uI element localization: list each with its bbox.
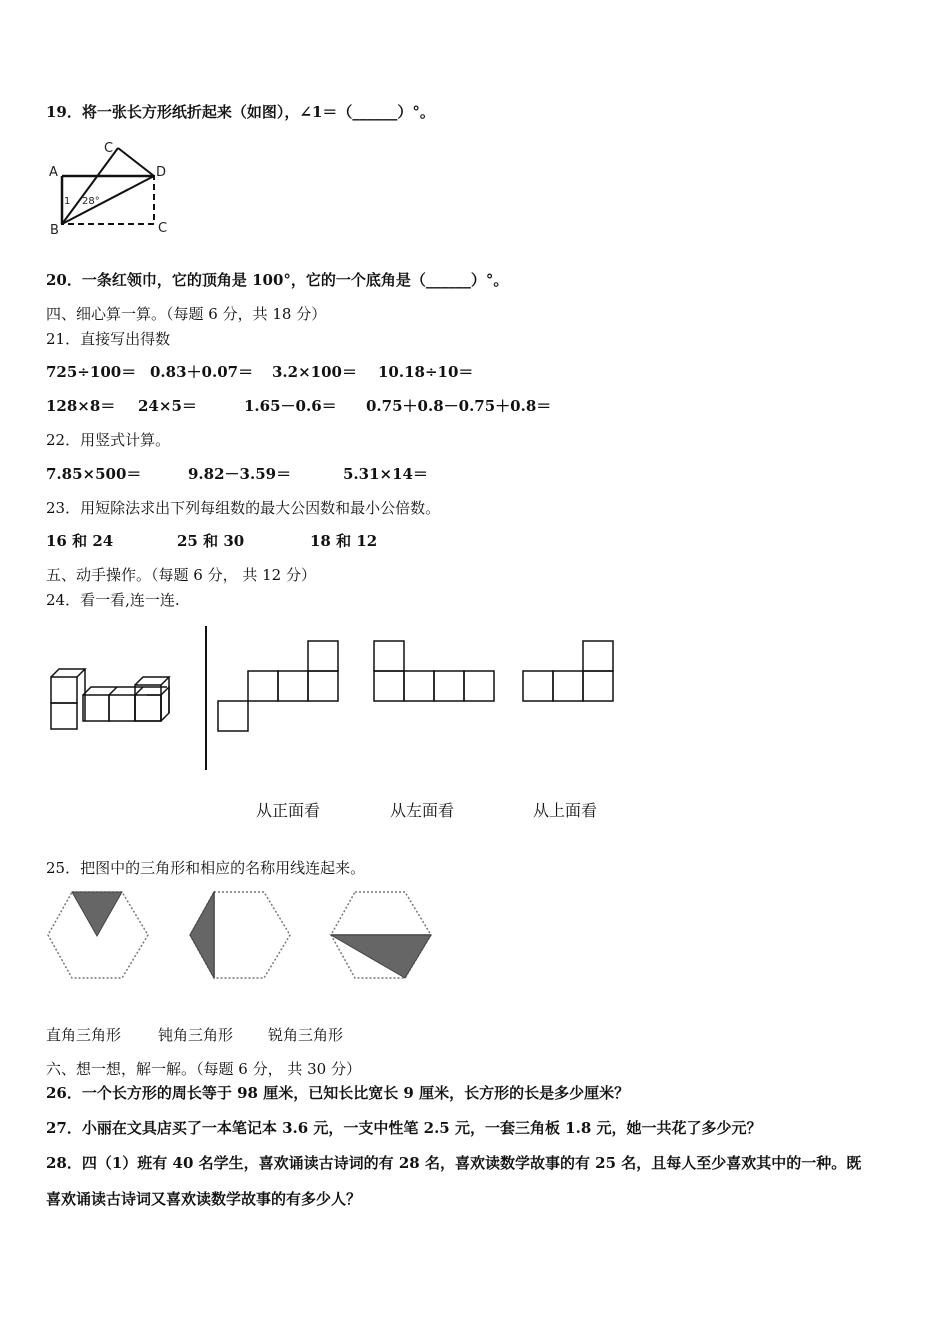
q21-item: 0.83＋0.07＝: [150, 363, 254, 381]
hexagon-figure-2: [188, 890, 292, 980]
q21-item: 1.65－0.6＝: [244, 397, 337, 415]
view-figure-3: [521, 639, 615, 703]
hexagon-figure-3: [329, 890, 433, 980]
fold-rectangle-figure: [44, 140, 184, 240]
q23-item: 25 和 30: [177, 532, 245, 550]
triangle-name: 钝角三角形: [158, 1026, 234, 1044]
hexagon-figure-1: [46, 890, 150, 980]
q21-item: 3.2×100＝: [272, 363, 357, 381]
view-label-front: 从正面看: [256, 801, 321, 820]
q21-item: 24×5＝: [138, 397, 197, 415]
label-a: A: [49, 165, 58, 180]
label-d: D: [156, 165, 167, 180]
triangle-name: 锐角三角形: [268, 1026, 344, 1044]
question-19: 19．将一张长方形纸折起来（如图），∠1＝（______）°。: [46, 103, 435, 121]
section-6-title: 六、想一想，解一解。（每题 6 分， 共 30 分）: [46, 1060, 361, 1078]
angle-1-label: 1: [64, 196, 71, 207]
q21-item: 10.18÷10＝: [378, 363, 474, 381]
view-label-top: 从上面看: [533, 801, 598, 820]
q21-item: 0.75＋0.8－0.75＋0.8＝: [366, 397, 552, 415]
question-23: 23．用短除法求出下列每组数的最大公因数和最小公倍数。: [46, 499, 441, 517]
question-21: 21．直接写出得数: [46, 330, 171, 348]
q23-item: 18 和 12: [310, 532, 378, 550]
cube-solid-figure: [48, 668, 188, 734]
label-c-bottom: C: [158, 221, 168, 236]
triangle-name: 直角三角形: [46, 1026, 122, 1044]
q21-item: 725÷100＝: [46, 363, 137, 381]
question-28-line2: 喜欢诵读古诗词又喜欢读数学故事的有多少人？: [46, 1190, 362, 1208]
q21-item: 128×8＝: [46, 397, 116, 415]
divider-line: [205, 626, 207, 770]
q22-item: 9.82－3.59＝: [188, 465, 292, 483]
section-5-title: 五、动手操作。（每题 6 分， 共 12 分）: [46, 566, 316, 584]
question-26: 26．一个长方形的周长等于 98 厘米，已知长比宽长 9 厘米，长方形的长是多少厘米？: [46, 1084, 630, 1102]
view-label-left: 从左面看: [390, 801, 455, 820]
question-20: 20．一条红领巾，它的顶角是 100°，它的一个底角是（______）°。: [46, 271, 509, 289]
view-figure-1: [218, 639, 340, 733]
view-figure-2: [372, 639, 496, 703]
question-27: 27．小丽在文具店买了一本笔记本 3.6 元，一支中性笔 2.5 元，一套三角板 1.8 元，她一共花了多少元？: [46, 1119, 762, 1137]
angle-28-label: 28°: [82, 196, 100, 207]
section-4-title: 四、细心算一算。（每题 6 分，共 18 分）: [46, 305, 327, 323]
question-22: 22．用竖式计算。: [46, 431, 171, 449]
q22-item: 5.31×14＝: [343, 465, 428, 483]
question-24: 24．看一看,连一连.: [46, 591, 180, 609]
q23-item: 16 和 24: [46, 532, 114, 550]
question-25: 25．把图中的三角形和相应的名称用线连起来。: [46, 859, 366, 877]
label-b: B: [50, 223, 59, 238]
q22-item: 7.85×500＝: [46, 465, 142, 483]
question-28-line1: 28．四（1）班有 40 名学生，喜欢诵读古诗词的有 28 名，喜欢读数学故事的有 25 名，且每人至少喜欢其中的一种。既: [46, 1154, 862, 1172]
label-c-top: C: [104, 141, 114, 156]
